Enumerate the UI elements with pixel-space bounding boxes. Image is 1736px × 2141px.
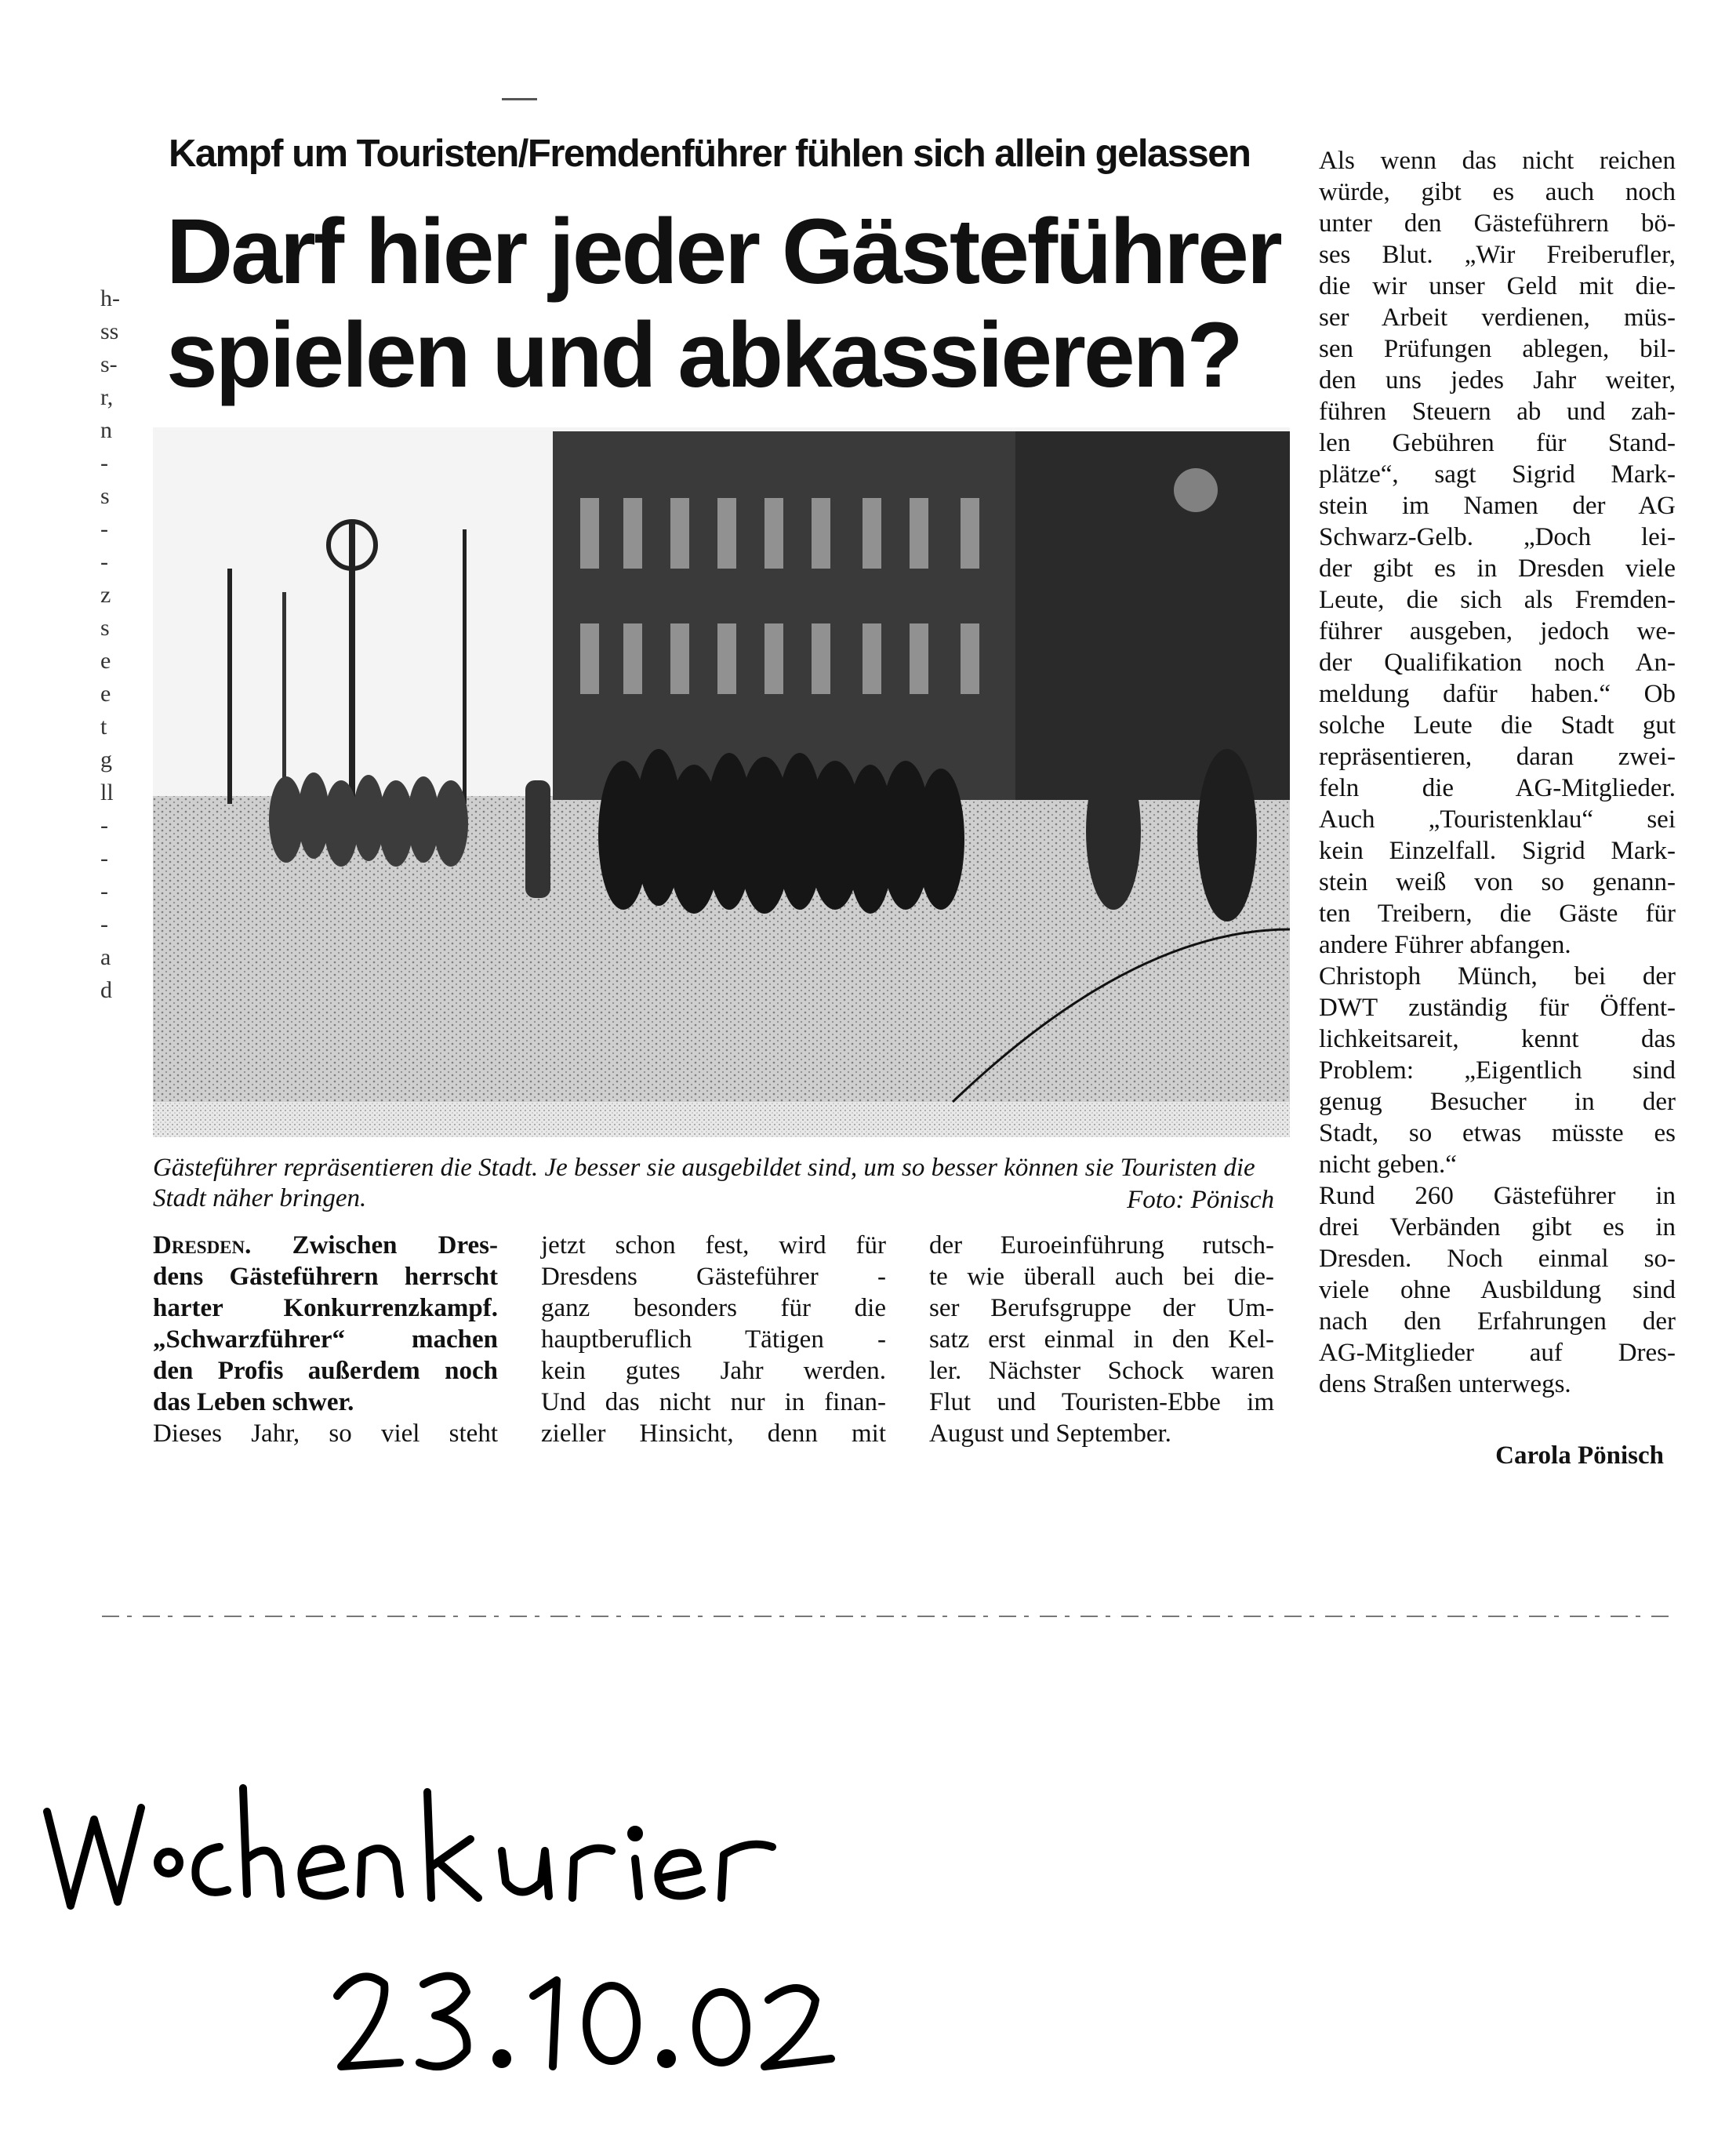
bottom-cut-line [102, 1614, 1670, 1619]
body-line: len Gebühren für Stand- [1319, 429, 1676, 457]
body-line: Christoph Münch, bei der [1319, 962, 1676, 991]
lead-line-1: Dresden. Zwischen Dres- [153, 1231, 499, 1260]
column-2 [541, 1230, 886, 1449]
body-line: nicht geben.“ [1319, 1150, 1457, 1179]
body-line: satz erst einmal in den Kel- [929, 1325, 1274, 1354]
body-line: Dresden. Noch einmal so- [1319, 1245, 1676, 1273]
body-line: würde, gibt es auch noch [1319, 178, 1676, 206]
margin-fragment: r, [100, 384, 114, 410]
lead-line: dens Gästeführern herrscht [153, 1263, 498, 1291]
body-line: ses Blut. „Wir Freiberufler, [1319, 241, 1676, 269]
lead-line: harter Konkurrenzkampf. [153, 1294, 498, 1322]
body-line: genug Besucher in der [1319, 1088, 1676, 1116]
handwritten-date: 23.10.02 [31, 1780, 35, 1781]
body-line: viele ohne Ausbildung sind [1319, 1276, 1676, 1304]
margin-fragment: - [100, 812, 108, 838]
body-line: ler. Nächster Schock waren [929, 1357, 1274, 1385]
column-4 [1319, 145, 1676, 1400]
body-line: Flut und Touristen-Ebbe im [929, 1388, 1274, 1416]
body-line: Stadt, so etwas müsste es [1319, 1119, 1676, 1147]
margin-fragments [100, 282, 147, 1007]
lead-line: das Leben schwer. [153, 1388, 354, 1416]
body-line: Auch „Touristenklau“ sei [1319, 805, 1676, 834]
margin-fragment: h- [100, 285, 120, 311]
margin-fragment: d [100, 977, 112, 1003]
article-photo [153, 427, 1290, 1137]
body-line: der Qualifikation noch An- [1319, 649, 1676, 677]
margin-fragment: - [100, 911, 108, 937]
body-line: die wir unser Geld mit die- [1319, 272, 1676, 300]
body-line: hauptberuflich Tätigen - [541, 1325, 886, 1354]
top-scan-mark [502, 98, 537, 100]
body-line: ganz besonders für die [541, 1294, 886, 1322]
body-line: August und September. [929, 1419, 1171, 1448]
lead-line: den Profis außerdem noch [153, 1357, 498, 1385]
body-line: sen Prüfungen ablegen, bil- [1319, 335, 1676, 363]
body-line: ser Arbeit verdienen, müs- [1319, 304, 1676, 332]
column-3 [929, 1230, 1274, 1449]
photo-credit: Foto: Pönisch [1127, 1186, 1274, 1214]
body-line: andere Führer abfangen. [1319, 931, 1571, 959]
article-author: Carola Pönisch [1495, 1441, 1664, 1470]
dateline: Dresden. [153, 1231, 252, 1260]
article-headline [166, 200, 1303, 407]
margin-fragment: n [100, 417, 112, 443]
body-line: Dresdens Gästeführer - [541, 1263, 886, 1291]
margin-fragment: s [100, 483, 110, 509]
body-line: den uns jedes Jahr weiter, [1319, 366, 1676, 394]
margin-fragment: - [100, 878, 108, 904]
body-line: ten Treibern, die Gäste für [1319, 900, 1676, 928]
body-line: stein im Namen der AG [1319, 492, 1676, 520]
margin-fragment: e [100, 681, 111, 707]
body-line: der Euroeinführung rutsch- [929, 1231, 1274, 1260]
body-line: feln die AG-Mitglieder. [1319, 774, 1676, 802]
body-line: Als wenn das nicht reichen [1319, 147, 1676, 175]
body-line: dens Straßen unterwegs. [1319, 1370, 1571, 1398]
margin-fragment: ll [100, 780, 114, 805]
body-line: kein gutes Jahr werden. [541, 1357, 886, 1385]
body-line: drei Verbänden gibt es in [1319, 1213, 1676, 1241]
margin-fragment: s- [100, 351, 118, 377]
margin-fragment: s [100, 615, 110, 641]
body-line: Und das nicht nur in finan- [541, 1388, 886, 1416]
margin-fragment: z [100, 582, 111, 608]
body-line: führen Steuern ab und zah- [1319, 398, 1676, 426]
margin-fragment: - [100, 845, 108, 871]
body-line: plätze“, sagt Sigrid Mark- [1319, 460, 1676, 489]
body-line: te wie überall auch bei die- [929, 1263, 1274, 1291]
article-kicker: Kampf um Touristen/Fremdenführer fühlen sich allein gelassen [169, 133, 1251, 175]
body-line: solche Leute die Stadt gut [1319, 711, 1676, 740]
handwritten-source: Wochenkurier [31, 1772, 36, 1773]
margin-fragment: e [100, 648, 111, 674]
column-1 [153, 1230, 498, 1449]
body-line: DWT zuständig für Öffent- [1319, 994, 1676, 1022]
margin-fragment: t [100, 714, 107, 740]
body-line: nach den Erfahrungen der [1319, 1307, 1676, 1336]
body-line: Leute, die sich als Fremden- [1319, 586, 1676, 614]
body-line: der gibt es in Dresden viele [1319, 554, 1676, 583]
margin-fragment: - [100, 450, 108, 476]
margin-fragment: a [100, 944, 111, 970]
margin-fragment: - [100, 549, 108, 575]
body-line: Dieses Jahr, so viel steht [153, 1419, 498, 1448]
body-line: führer ausgeben, jedoch we- [1319, 617, 1676, 645]
margin-fragment: ss [100, 318, 119, 344]
body-line: stein weiß von so genann- [1319, 868, 1676, 896]
body-line: repräsentieren, daran zwei- [1319, 743, 1676, 771]
body-line: Problem: „Eigentlich sind [1319, 1056, 1676, 1085]
handwritten-note [31, 1765, 1208, 2102]
body-line: Rund 260 Gästeführer in [1319, 1182, 1676, 1210]
body-line: meldung dafür haben.“ Ob [1319, 680, 1676, 708]
lead-line: „Schwarzführer“ machen [153, 1325, 498, 1354]
body-line: AG-Mitglieder auf Dres- [1319, 1339, 1676, 1367]
article-lead [153, 1230, 498, 1418]
body-line: jetzt schon fest, wird für [541, 1231, 886, 1260]
margin-fragment: - [100, 516, 108, 542]
headline-line-2: spielen und abkassieren? [166, 304, 1241, 407]
body-line: ser Berufsgruppe der Um- [929, 1294, 1274, 1322]
body-line: Schwarz-Gelb. „Doch lei- [1319, 523, 1676, 551]
body-line: lichkeitsareit, kennt das [1319, 1025, 1676, 1053]
body-line: zieller Hinsicht, denn mit [541, 1419, 886, 1448]
margin-fragment: g [100, 747, 112, 772]
body-line: unter den Gästeführern bö- [1319, 209, 1676, 238]
photo-caption: Gästeführer repräsentieren die Stadt. Je besser sie ausgebildet sind, um so besser können sie Touristen die Stadt näher bringen. [153, 1154, 1255, 1212]
headline-line-1: Darf hier jeder Gästeführer [166, 200, 1280, 304]
body-line: kein Einzelfall. Sigrid Mark- [1319, 837, 1676, 865]
